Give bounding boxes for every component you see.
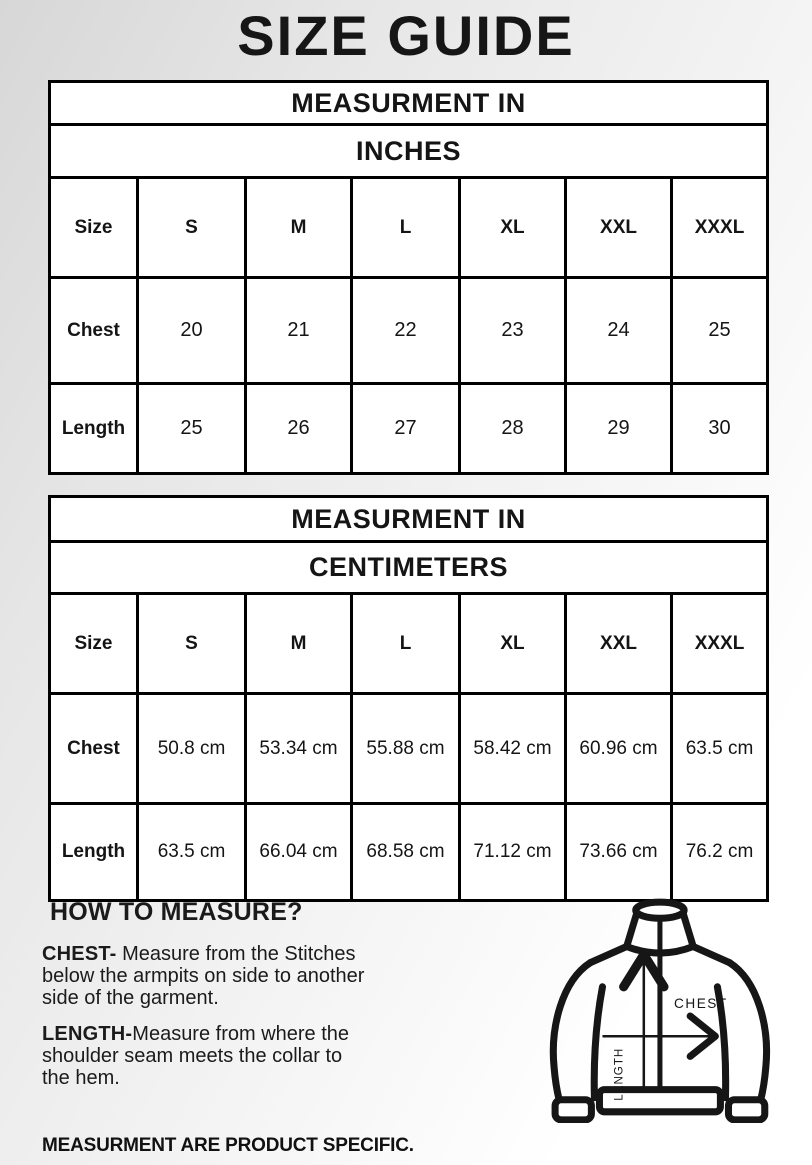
length-cell: 76.2 cm bbox=[672, 804, 768, 901]
table-header-measurement: MEASURMENT IN bbox=[50, 82, 768, 125]
length-cell: 26 bbox=[246, 384, 352, 474]
size-cell: XXL bbox=[566, 178, 672, 278]
page-title: SIZE GUIDE bbox=[237, 4, 575, 67]
chest-cell: 63.5 cm bbox=[672, 694, 768, 804]
chest-cell: 60.96 cm bbox=[566, 694, 672, 804]
product-specific-note: MEASURMENT ARE PRODUCT SPECIFIC. bbox=[42, 1135, 414, 1156]
size-row bbox=[50, 178, 768, 278]
chest-cell: 20 bbox=[138, 278, 246, 384]
row-label-chest: Chest bbox=[50, 694, 138, 804]
jacket-sleeve-left bbox=[553, 963, 602, 1120]
how-to-measure-heading: HOW TO MEASURE? bbox=[50, 898, 303, 926]
length-row bbox=[50, 804, 768, 901]
chest-cell: 25 bbox=[672, 278, 768, 384]
jacket-shoulder-left bbox=[590, 947, 626, 963]
length-cell: 71.12 cm bbox=[460, 804, 566, 901]
length-cell: 25 bbox=[138, 384, 246, 474]
chest-row bbox=[50, 694, 768, 804]
table-row bbox=[50, 125, 768, 178]
jacket-outline-illustration bbox=[542, 896, 794, 1123]
row-label-length: Length bbox=[50, 384, 138, 474]
chest-cell: 23 bbox=[460, 278, 566, 384]
size-cell: XXXL bbox=[672, 594, 768, 694]
length-cell: 73.66 cm bbox=[566, 804, 672, 901]
chest-cell: 58.42 cm bbox=[460, 694, 566, 804]
row-label-chest: Chest bbox=[50, 278, 138, 384]
measurement-table-centimeters bbox=[48, 495, 769, 902]
length-cell: 63.5 cm bbox=[138, 804, 246, 901]
chest-cell: 24 bbox=[566, 278, 672, 384]
size-cell: L bbox=[352, 178, 460, 278]
length-arrow-label: LENGTH bbox=[613, 1047, 626, 1101]
chest-row bbox=[50, 278, 768, 384]
length-cell: 28 bbox=[460, 384, 566, 474]
table-header-unit: INCHES bbox=[50, 125, 768, 178]
size-cell: XXL bbox=[566, 594, 672, 694]
length-row bbox=[50, 384, 768, 474]
table-row bbox=[50, 497, 768, 542]
length-instruction: LENGTH-Measure from where the shoulder seam meets the collar to the hem. bbox=[42, 1023, 350, 1089]
table-row bbox=[50, 542, 768, 594]
chest-cell: 21 bbox=[246, 278, 352, 384]
size-cell: M bbox=[246, 178, 352, 278]
size-row bbox=[50, 594, 768, 694]
table-header-unit: CENTIMETERS bbox=[50, 542, 768, 594]
chest-term: CHEST- bbox=[42, 943, 117, 965]
length-cell: 66.04 cm bbox=[246, 804, 352, 901]
row-label-size: Size bbox=[50, 594, 138, 694]
size-cell: S bbox=[138, 594, 246, 694]
measurement-table-inches bbox=[48, 80, 769, 475]
size-cell: XL bbox=[460, 178, 566, 278]
chest-cell: 22 bbox=[352, 278, 460, 384]
jacket-sleeve-right bbox=[717, 963, 766, 1120]
size-cell: M bbox=[246, 594, 352, 694]
length-cell: 30 bbox=[672, 384, 768, 474]
chest-cell: 53.34 cm bbox=[246, 694, 352, 804]
jacket-shoulder-right bbox=[693, 947, 729, 963]
row-label-length: Length bbox=[50, 804, 138, 901]
table-header-measurement: MEASURMENT IN bbox=[50, 497, 768, 542]
how-to-measure-section bbox=[42, 898, 502, 1157]
size-cell: S bbox=[138, 178, 246, 278]
chest-cell: 50.8 cm bbox=[138, 694, 246, 804]
table-row bbox=[50, 82, 768, 125]
length-cell: 68.58 cm bbox=[352, 804, 460, 901]
size-cell: XXXL bbox=[672, 178, 768, 278]
size-cell: L bbox=[352, 594, 460, 694]
length-cell: 29 bbox=[566, 384, 672, 474]
row-label-size: Size bbox=[50, 178, 138, 278]
chest-cell: 55.88 cm bbox=[352, 694, 460, 804]
chest-instruction: CHEST- Measure from the Stitches below the armpits on side to another side of the garment. bbox=[42, 943, 365, 1009]
size-cell: XL bbox=[460, 594, 566, 694]
length-term: LENGTH- bbox=[42, 1023, 133, 1045]
chest-arrow-label: CHEST bbox=[674, 995, 728, 1011]
length-cell: 27 bbox=[352, 384, 460, 474]
